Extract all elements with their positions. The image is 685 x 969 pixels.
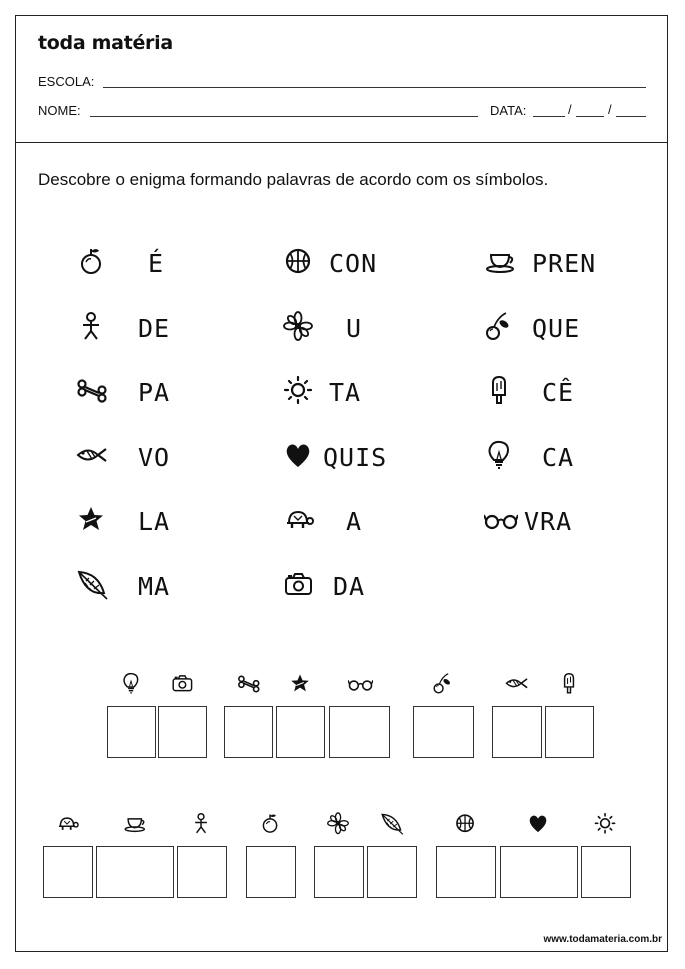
date-month-field[interactable]	[576, 116, 604, 117]
answer-box[interactable]	[367, 846, 417, 898]
key-entry	[484, 308, 624, 348]
date-day-field[interactable]	[533, 116, 565, 117]
fish-icon	[505, 672, 530, 696]
cherry-icon	[432, 672, 457, 696]
key-syllable: PREN	[532, 249, 597, 278]
glasses-icon	[348, 672, 373, 696]
clue-symbol	[259, 812, 284, 841]
glasses-icon	[484, 504, 518, 536]
leaf-icon	[76, 569, 110, 601]
clue-symbol	[190, 812, 215, 841]
answer-box[interactable]	[224, 706, 273, 758]
key-entry	[76, 308, 216, 348]
school-field[interactable]	[103, 87, 646, 88]
sun-icon	[594, 812, 619, 836]
key-entry	[283, 437, 423, 477]
key-syllable: QUIS	[323, 442, 388, 472]
apple-icon	[259, 812, 284, 836]
clue-symbol	[527, 812, 552, 841]
stick-figure-icon	[76, 311, 110, 343]
lightbulb-icon	[120, 672, 145, 696]
clue-symbol	[120, 672, 145, 701]
heart-icon	[527, 812, 552, 836]
answer-box[interactable]	[276, 706, 325, 758]
camera-icon	[171, 672, 196, 696]
clue-symbol	[289, 672, 314, 701]
clue-symbol	[237, 672, 262, 701]
answer-box[interactable]	[492, 706, 542, 758]
key-entry	[283, 566, 423, 606]
bone-icon	[237, 672, 262, 696]
answer-box[interactable]	[43, 846, 93, 898]
clue-symbol	[558, 672, 583, 701]
answer-box[interactable]	[500, 846, 578, 898]
flower-icon	[283, 311, 317, 343]
key-entry	[76, 501, 216, 541]
camera-icon	[283, 569, 317, 601]
key-syllable: É	[148, 249, 165, 278]
answer-box[interactable]	[246, 846, 296, 898]
heart-icon	[283, 440, 317, 472]
key-entry	[484, 437, 624, 477]
cherry-icon	[484, 311, 518, 343]
clue-symbol	[56, 812, 81, 841]
key-syllable: VO	[138, 442, 171, 472]
date-label: DATA:	[490, 103, 527, 118]
flower-icon	[327, 812, 352, 836]
teacup-icon	[123, 812, 148, 836]
clue-symbol	[123, 812, 148, 841]
key-entry	[76, 437, 216, 477]
clue-symbol	[454, 812, 479, 841]
clue-symbol	[327, 812, 352, 841]
brand-logo: toda matéria	[38, 32, 173, 54]
key-syllable: VRA	[524, 507, 573, 536]
answer-box[interactable]	[107, 706, 156, 758]
answer-box[interactable]	[96, 846, 174, 898]
answer-box[interactable]	[314, 846, 364, 898]
school-label: ESCOLA:	[38, 74, 95, 89]
lightbulb-icon	[484, 440, 518, 472]
ball-icon	[283, 246, 317, 278]
date-separator: /	[568, 102, 572, 117]
popsicle-icon	[484, 375, 518, 407]
name-label: NOME:	[38, 103, 81, 118]
key-entry	[283, 308, 423, 348]
teacup-icon	[484, 246, 518, 278]
key-syllable: CA	[542, 442, 575, 472]
star-icon	[76, 504, 110, 536]
sun-icon	[283, 375, 317, 407]
date-year-field[interactable]	[616, 116, 646, 117]
ball-icon	[454, 812, 479, 836]
key-syllable: QUE	[532, 313, 581, 343]
key-entry	[283, 501, 423, 541]
answer-box[interactable]	[545, 706, 594, 758]
key-syllable: A	[346, 507, 363, 536]
apple-icon	[76, 246, 110, 278]
clue-symbol	[380, 812, 405, 841]
key-entry	[76, 372, 216, 412]
answer-box[interactable]	[177, 846, 227, 898]
key-syllable: DA	[333, 571, 366, 601]
clue-symbol	[171, 672, 196, 701]
key-entry	[484, 501, 624, 541]
turtle-icon	[283, 504, 317, 536]
clue-symbol	[505, 672, 530, 701]
key-entry	[76, 243, 216, 283]
key-entry	[484, 243, 624, 283]
bone-icon	[76, 375, 110, 407]
footer-url: www.todamateria.com.br	[543, 934, 662, 945]
key-syllable: CON	[329, 249, 378, 278]
key-entry	[283, 372, 423, 412]
turtle-icon	[56, 812, 81, 836]
clue-symbol	[594, 812, 619, 841]
instruction-text: Descobre o enigma formando palavras de acordo com os símbolos.	[38, 170, 549, 189]
answer-box[interactable]	[413, 706, 474, 758]
key-syllable: CÊ	[542, 378, 575, 407]
answer-box[interactable]	[329, 706, 390, 758]
key-syllable: DE	[138, 313, 171, 343]
stick-figure-icon	[190, 812, 215, 836]
answer-box[interactable]	[158, 706, 207, 758]
name-field[interactable]	[90, 116, 478, 117]
answer-box[interactable]	[436, 846, 496, 898]
key-syllable: PA	[138, 378, 171, 407]
fish-icon	[76, 440, 110, 472]
answer-box[interactable]	[581, 846, 631, 898]
header-divider	[15, 142, 668, 143]
date-separator: /	[608, 102, 612, 117]
clue-symbol	[432, 672, 457, 701]
key-entry	[283, 243, 423, 283]
star-icon	[289, 672, 314, 696]
leaf-icon	[380, 812, 405, 836]
clue-symbol	[348, 672, 373, 701]
key-syllable: TA	[329, 378, 362, 407]
popsicle-icon	[558, 672, 583, 696]
key-entry	[76, 566, 216, 606]
key-syllable: LA	[138, 507, 171, 536]
key-syllable: MA	[138, 571, 171, 601]
key-entry	[484, 372, 624, 412]
key-syllable: U	[346, 313, 363, 343]
